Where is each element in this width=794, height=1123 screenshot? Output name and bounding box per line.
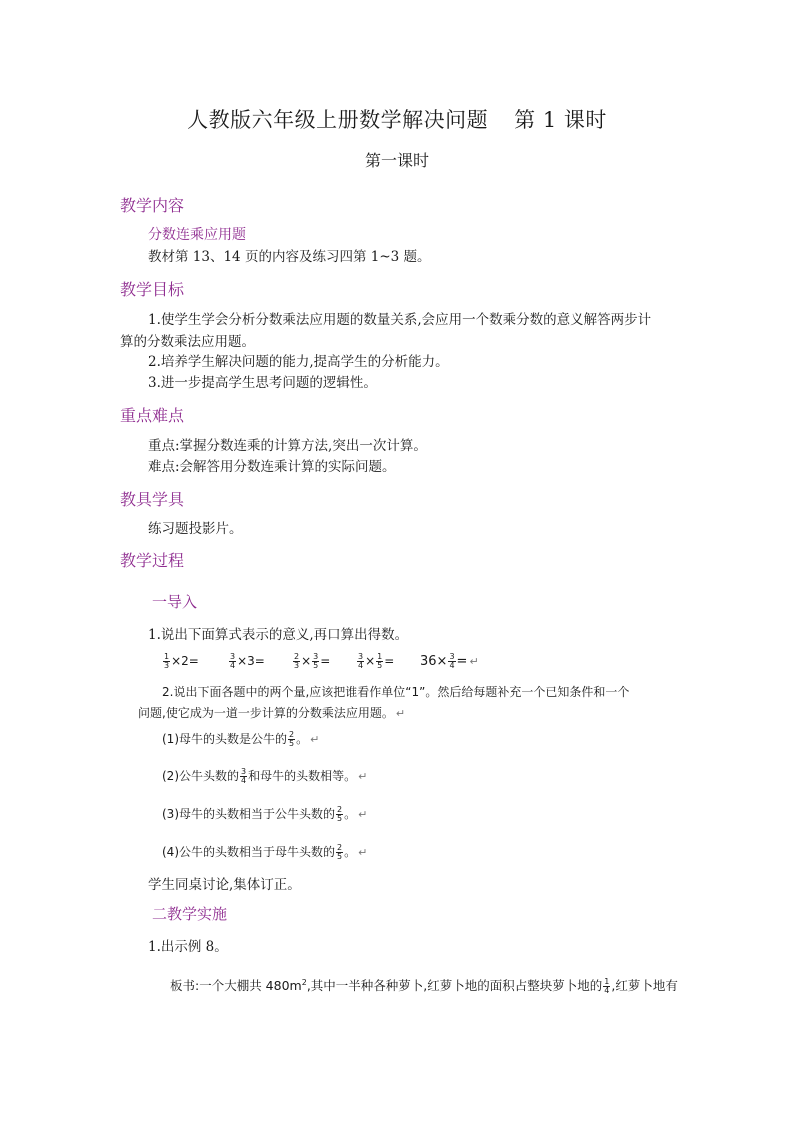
heading-introduction: 一导入 bbox=[152, 593, 198, 611]
sub-question-4: (4)公牛的头数相当于母牛头数的 $\frac{2}{5}$ 。 ↵ bbox=[162, 843, 368, 861]
board-text: 板书:一个大棚共 $480m^2$,其中一半种各种萝卜,红萝卜地的面积占整块萝卜地的 $\frac{1}{4}$ ,红萝卜地有 bbox=[170, 977, 678, 995]
goal-item-1-cont: 算的分数乘法应用题。 bbox=[120, 334, 255, 350]
heading-teaching-goals: 教学目标 bbox=[120, 280, 185, 299]
expression-5: 36× $\frac{3}{4}$ = ↵ bbox=[420, 652, 479, 670]
title-main: 人教版六年级上册数学解决问题 bbox=[187, 108, 489, 132]
fraction: $\frac{3}{4}$ bbox=[449, 652, 455, 670]
return-mark: ↵ bbox=[358, 808, 368, 821]
fraction: $\frac{3}{5}$ bbox=[313, 652, 319, 670]
fraction: $\frac{1}{4}$ bbox=[604, 977, 610, 995]
intro-question-2-line-1: 2.说出下面各题中的两个量,应该把谁看作单位“1”。然后给每题补充一个已知条件和一个 bbox=[162, 685, 630, 699]
goal-item-1: 1.使学生学会分析分数乘法应用题的数量关系,会应用一个数乘分数的意义解答两步计 bbox=[148, 312, 652, 328]
return-mark: ↵ bbox=[358, 846, 368, 859]
fraction: $\frac{1}{3}$ bbox=[164, 652, 170, 670]
fraction: $\frac{2}{3}$ bbox=[294, 652, 300, 670]
expression-2: $\frac{3}{4}$ ×3= bbox=[230, 652, 265, 670]
expression-1: $\frac{1}{3}$ ×2= bbox=[164, 652, 199, 670]
title-lesson: 第 1 课时 bbox=[514, 108, 607, 132]
intro-question-1: 1.说出下面算式表示的意义,再口算出得数。 bbox=[148, 627, 409, 643]
return-mark: ↵ bbox=[358, 770, 368, 783]
intro-question-2-line-2: 问题,使它成为一道一步计算的分数乘法应用题。 ↵ bbox=[138, 706, 406, 720]
fraction: $\frac{2}{5}$ bbox=[289, 730, 295, 748]
expression-4: $\frac{3}{4}$ × $\frac{1}{5}$ = bbox=[358, 652, 395, 670]
return-mark: ↵ bbox=[469, 655, 479, 668]
example-8: 1.出示例 8。 bbox=[148, 939, 228, 955]
heading-key-points: 重点难点 bbox=[120, 406, 185, 425]
document-title bbox=[0, 104, 794, 134]
fraction: $\frac{3}{4}$ bbox=[241, 767, 247, 785]
tools-text: 练习题投影片。 bbox=[148, 521, 243, 537]
heading-teaching-content: 教学内容 bbox=[120, 196, 185, 215]
fraction: $\frac{2}{5}$ bbox=[337, 805, 343, 823]
fraction: $\frac{1}{5}$ bbox=[377, 652, 383, 670]
heading-implementation: 二教学实施 bbox=[152, 905, 228, 923]
fraction: $\frac{3}{4}$ bbox=[230, 652, 236, 670]
expression-3: $\frac{2}{3}$ × $\frac{3}{5}$ = bbox=[294, 652, 331, 670]
sub-question-1: (1)母牛的头数是公牛的 $\frac{2}{5}$ 。 ↵ bbox=[162, 730, 320, 748]
fraction: $\frac{3}{4}$ bbox=[358, 652, 364, 670]
fraction: $\frac{2}{5}$ bbox=[337, 843, 343, 861]
subheading-fraction-multiplication: 分数连乘应用题 bbox=[148, 227, 246, 243]
return-mark: ↵ bbox=[395, 707, 406, 720]
heading-teaching-process: 教学过程 bbox=[120, 551, 185, 570]
discussion-text: 学生同桌讨论,集体订正。 bbox=[148, 877, 301, 893]
sub-question-3: (3)母牛的头数相当于公牛头数的 $\frac{2}{5}$ 。 ↵ bbox=[162, 805, 368, 823]
goal-item-2: 2.培养学生解决问题的能力,提高学生的分析能力。 bbox=[148, 354, 449, 370]
return-mark: ↵ bbox=[310, 733, 320, 746]
heading-teaching-tools: 教具学具 bbox=[120, 490, 185, 509]
difficult-point: 难点:会解答用分数连乘计算的实际问题。 bbox=[148, 459, 396, 475]
key-point: 重点:掌握分数连乘的计算方法,突出一次计算。 bbox=[148, 438, 427, 454]
content-text: 教材第 13、14 页的内容及练习四第 1~3 题。 bbox=[148, 249, 431, 265]
document-subtitle: 第一课时 bbox=[364, 151, 429, 170]
goal-item-3: 3.进一步提高学生思考问题的逻辑性。 bbox=[148, 375, 377, 391]
sub-question-2: (2)公牛头数的 $\frac{3}{4}$ 和母牛的头数相等。 ↵ bbox=[162, 767, 368, 785]
